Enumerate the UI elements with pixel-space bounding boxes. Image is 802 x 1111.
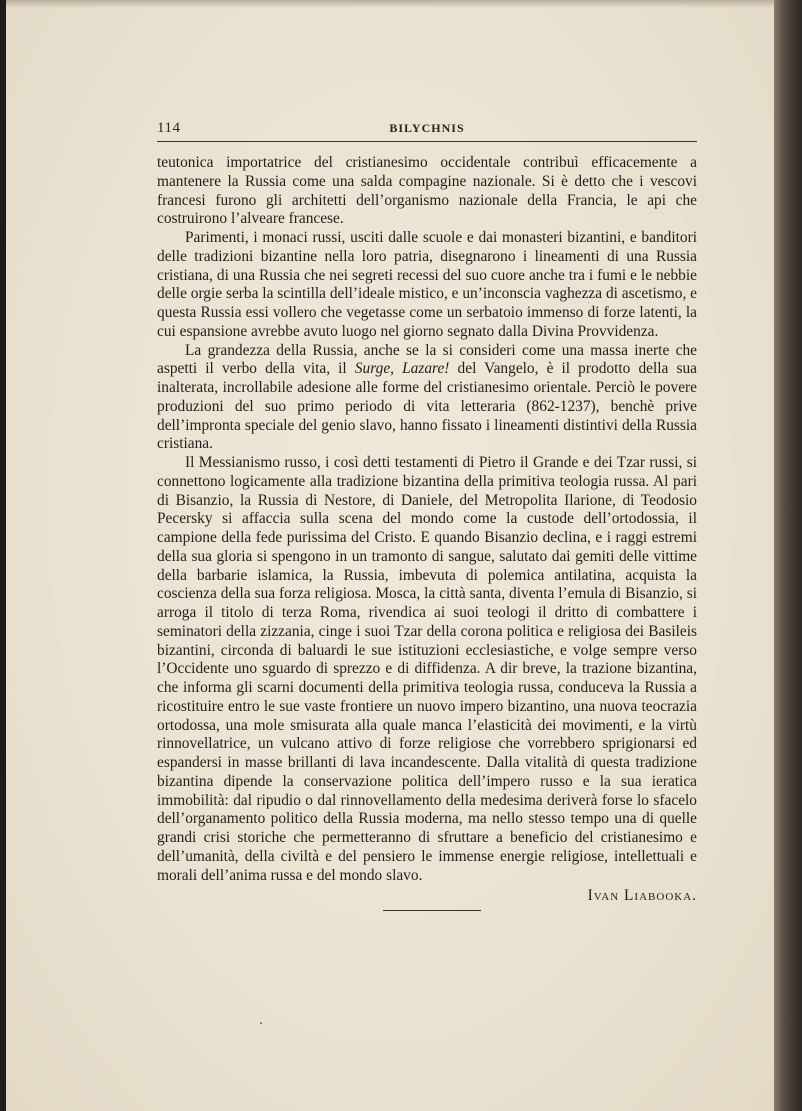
journal-title: BILYCHNIS <box>389 121 465 135</box>
page-number: 114 <box>157 120 181 136</box>
document-page <box>6 0 774 1111</box>
paragraph-greatness-text-before: La grandezza della Russia, anche se la si consideri come una massa inerte che aspetti il verbo della vita, il <box>157 341 697 378</box>
paragraph-greatness-text-after: del Vangelo, è il prodotto della sua inalterata, incrollabile adesione alle forme del cristianesimo orientale. Perciò le povere produzioni del suo primo periodo di vita letteraria (862-1237), benchè prive dell’impronta speciale del genio slavo, hanno fissato i lineamenti distintivi della Russia cristiana. <box>157 360 697 453</box>
paragraph-messianism: Il Messianismo russo, i così detti testamenti di Pietro il Grande e dei Tzar russi, si connettono logicamente alla tradizione bizantina della primitiva teologia russa. Al pari di Bisanzio, la Russia di Nestore, di Daniele, del Metropolita Ilarione, di Teodosio Pecersky si affaccia sulla scena del mondo come la custode dell’ortodossia, il campione della fede purissima del Cristo. E quando Bisanzio declina, e i raggi estremi della sua gloria si spengono in un tramonto di sangue, salutato dai gemiti delle vittime della barbarie islamica, la Russia, imbevuta di polemica antilatina, acquista la coscienza della sua forza religiosa. Mosca, la città santa, diventa l’emula di Bisanzio, si arroga il titolo di terza Roma, rivendica ai suoi teologi il dritto di combattere i seminatori della zizzania, cinge i suoi Tzar della corona politica e religiosa dei Basileis bizantini, circonda di baluardi le sue istituzioni ecclesiastiche, e volge sempre verso l’Occidente uno sguardo di sprezzo e di diffidenza. A dir breve, la trazione bizantina, che informa gli scarni documenti della primitiva teologia russa, conduceva la Russia a ricostituire entro le sue vaste frontiere un nuovo impero bizantino, una nuova teocrazia ortodossa, una mole smisurata alla quale manca l’elasticità dei movimenti, e la virtù rinnovellatrice, un vulcano attivo di forze religiose che vorrebbero sprigionarsi ed espandersi in masse brillanti di lava incandescente. Dalla vitalità di questa tradizione bizantina dipende la conservazione politica dell’impero russo e la sua ieratica immobilità: dal ripudio o dal rinnovellamento della medesima deriverà forse lo sfacelo dell’organamento politico della Russia moderna, ma nello stesso tempo una di quelle grandi crisi storiche che permetteranno di sfruttare a beneficio del cristianesimo e dell’umanità, della civiltà e del pensiero le immense energie religiose, intellettuali e morali dell’anima russa e del mondo slavo. <box>157 454 697 884</box>
end-rule <box>383 910 481 911</box>
article-body <box>157 154 697 906</box>
paper-speck <box>588 302 589 303</box>
paragraph-greatness <box>157 342 697 455</box>
paragraph-continuation: teutonica importatrice del cristianesimo occidentale contribuì efficacemente a mantenere la Russia come una salda compagine nazionale. Si è detto che i vescovi francesi furono gli architetti dell’organismo nazionale della Francia, le api che costruirono l’alveare francese. <box>157 154 697 228</box>
paper-speck <box>260 1022 262 1024</box>
paragraph-monks: Parimenti, i monaci russi, usciti dalle scuole e dai monasteri bizantini, e banditori delle tradizioni bizantine nella loro patria, disegnarono i lineamenti di una Russia cristiana, di una Russia che nei segreti recessi del suo cuore anche tra i fumi e le nebbie delle orgie serba la scintilla dell’ideale mistico, e un’inconscia vaghezza di ascetismo, e questa Russia essi vollero che vegetasse come un serbatoio immenso di forze latenti, la cui espansione avrebbe avuto luogo nel giorno segnato dalla Divina Provvidenza. <box>157 229 697 340</box>
header-rule <box>157 141 697 142</box>
book-spine-shadow <box>774 0 802 1111</box>
page-top-edge <box>6 0 774 8</box>
running-head <box>157 120 697 142</box>
author-signature: Ivan Liabooka. <box>587 887 697 905</box>
latin-quote: Surge, Lazare! <box>354 360 450 378</box>
